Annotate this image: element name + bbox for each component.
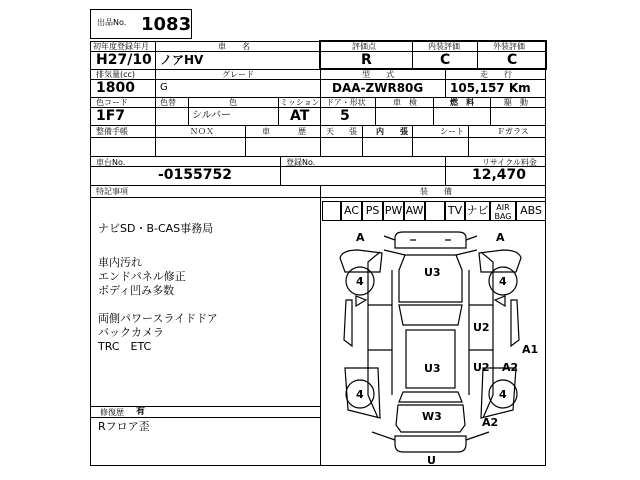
mark-right-quarter: A2: [502, 361, 519, 374]
note-line: エンドパネル修正: [98, 269, 186, 283]
fender-fl: [340, 250, 382, 272]
roof: [406, 330, 455, 388]
note-line: 車内汚れ: [98, 256, 142, 269]
equipment-ac: AC: [341, 201, 362, 221]
equipment-aw: AW: [404, 201, 425, 221]
exterior-value: C: [507, 52, 518, 68]
mark-wheel-fl: 4: [356, 275, 364, 288]
displacement-label: 排気量(cc): [96, 70, 136, 79]
interior-trim-label-a: 内: [376, 127, 384, 136]
mileage-value: 105,157 Km: [450, 81, 531, 95]
chassis-label: 車台No.: [96, 158, 126, 167]
service-book-label: 整備手帳: [96, 127, 128, 136]
recycle-value: 12,470: [472, 167, 527, 183]
rear-bumper: [395, 436, 466, 452]
equipment-navi: ナビ: [465, 201, 490, 221]
nox-label: ＮＯＸ: [190, 127, 214, 136]
mark-roof: U3: [424, 362, 441, 375]
body-right: [481, 252, 493, 418]
displacement-value: 1800: [96, 80, 135, 96]
history-label-b: 歴: [298, 127, 306, 136]
doors-value: 5: [340, 108, 350, 124]
mark-front-left: A: [356, 231, 365, 244]
equipment-pw: PW: [383, 201, 404, 221]
note-line: TRC ETC: [98, 339, 152, 353]
windshield: [399, 305, 462, 325]
drive-label: 駆 動: [504, 98, 528, 107]
history-label-a: 車: [262, 127, 270, 136]
mark-right-side: A1: [522, 343, 539, 356]
mark-hood: U3: [424, 266, 441, 279]
color-code-value: 1F7: [96, 108, 126, 124]
mark-rear-bumper: U: [427, 454, 436, 467]
mark-right-front-door: U2: [473, 321, 490, 334]
mark-rear-right: A2: [482, 416, 499, 429]
fender-fr: [479, 250, 521, 272]
headliner-label-b: 張: [349, 127, 357, 136]
mark-right-rear-door: U2: [473, 361, 490, 374]
model-label: 型 式: [362, 70, 394, 79]
color-label: 色: [229, 98, 237, 107]
model-value: DAA-ZWR80G: [332, 81, 424, 95]
grade-label: グレード: [222, 70, 254, 79]
grade-value: G: [160, 82, 168, 93]
mileage-label: 走 行: [480, 70, 512, 79]
notes-label: 特記事項: [96, 187, 128, 196]
interior-value: C: [440, 52, 451, 68]
mark-wheel-rl: 4: [356, 388, 364, 401]
repair-value: 有: [136, 407, 146, 417]
equipment-abs: ABS: [516, 201, 546, 221]
windshield-label: Ｆガラス: [497, 127, 529, 136]
lot-number: 1083: [141, 14, 192, 35]
equipment-airbag: AIR BAG: [490, 201, 516, 221]
color-value: シルバー: [192, 110, 232, 121]
score-value: R: [361, 52, 372, 68]
registration-label: 登録No.: [286, 158, 316, 167]
chassis-value: -0155752: [158, 167, 232, 183]
equipment-label: 装 備: [420, 187, 452, 196]
equipment-ps: PS: [362, 201, 383, 221]
mark-back-door: W3: [422, 410, 442, 423]
repair-label: 修復歴: [100, 408, 124, 417]
year-value: H27/10: [96, 52, 152, 68]
year-label: 初年度登録年月: [93, 42, 149, 51]
doors-label: ドア・形状: [326, 98, 366, 107]
repair-note: Rフロア歪: [98, 420, 150, 433]
front-bumper: [395, 232, 466, 248]
mark-wheel-rr: 4: [499, 388, 507, 401]
lot-label: 出品No.: [97, 18, 127, 27]
equipment-tv: TV: [445, 201, 465, 221]
recycle-label: リサイクル料金: [482, 158, 537, 167]
note-line: 両側パワースライドドア: [98, 312, 218, 325]
color-code-label: 色コード: [96, 98, 128, 107]
interior-trim-label-b: 張: [400, 127, 408, 136]
fuel-label: 燃 料: [450, 98, 474, 107]
headliner-label-a: 天: [326, 127, 334, 136]
seat-label: シート: [440, 127, 464, 136]
mission-label: ミッション: [280, 98, 320, 107]
car-name-value: ノアHV: [160, 53, 204, 67]
note-line: ナビSD・B-CAS事務局: [98, 222, 214, 235]
mark-wheel-fr: 4: [499, 275, 507, 288]
score-label: 評価点: [352, 42, 376, 51]
note-line: ボディ凹み多数: [98, 283, 175, 297]
interior-label: 内装評価: [428, 42, 460, 51]
inspection-label: 車 検: [393, 98, 417, 107]
color-shade-label: 色替: [160, 98, 176, 107]
rear-glass: [399, 392, 462, 402]
exterior-label: 外装評価: [493, 42, 525, 51]
mark-front-right: A: [496, 231, 505, 244]
note-line: バックカメラ: [98, 325, 164, 339]
mission-value: AT: [290, 108, 310, 124]
car-name-label: 車 名: [218, 42, 250, 51]
